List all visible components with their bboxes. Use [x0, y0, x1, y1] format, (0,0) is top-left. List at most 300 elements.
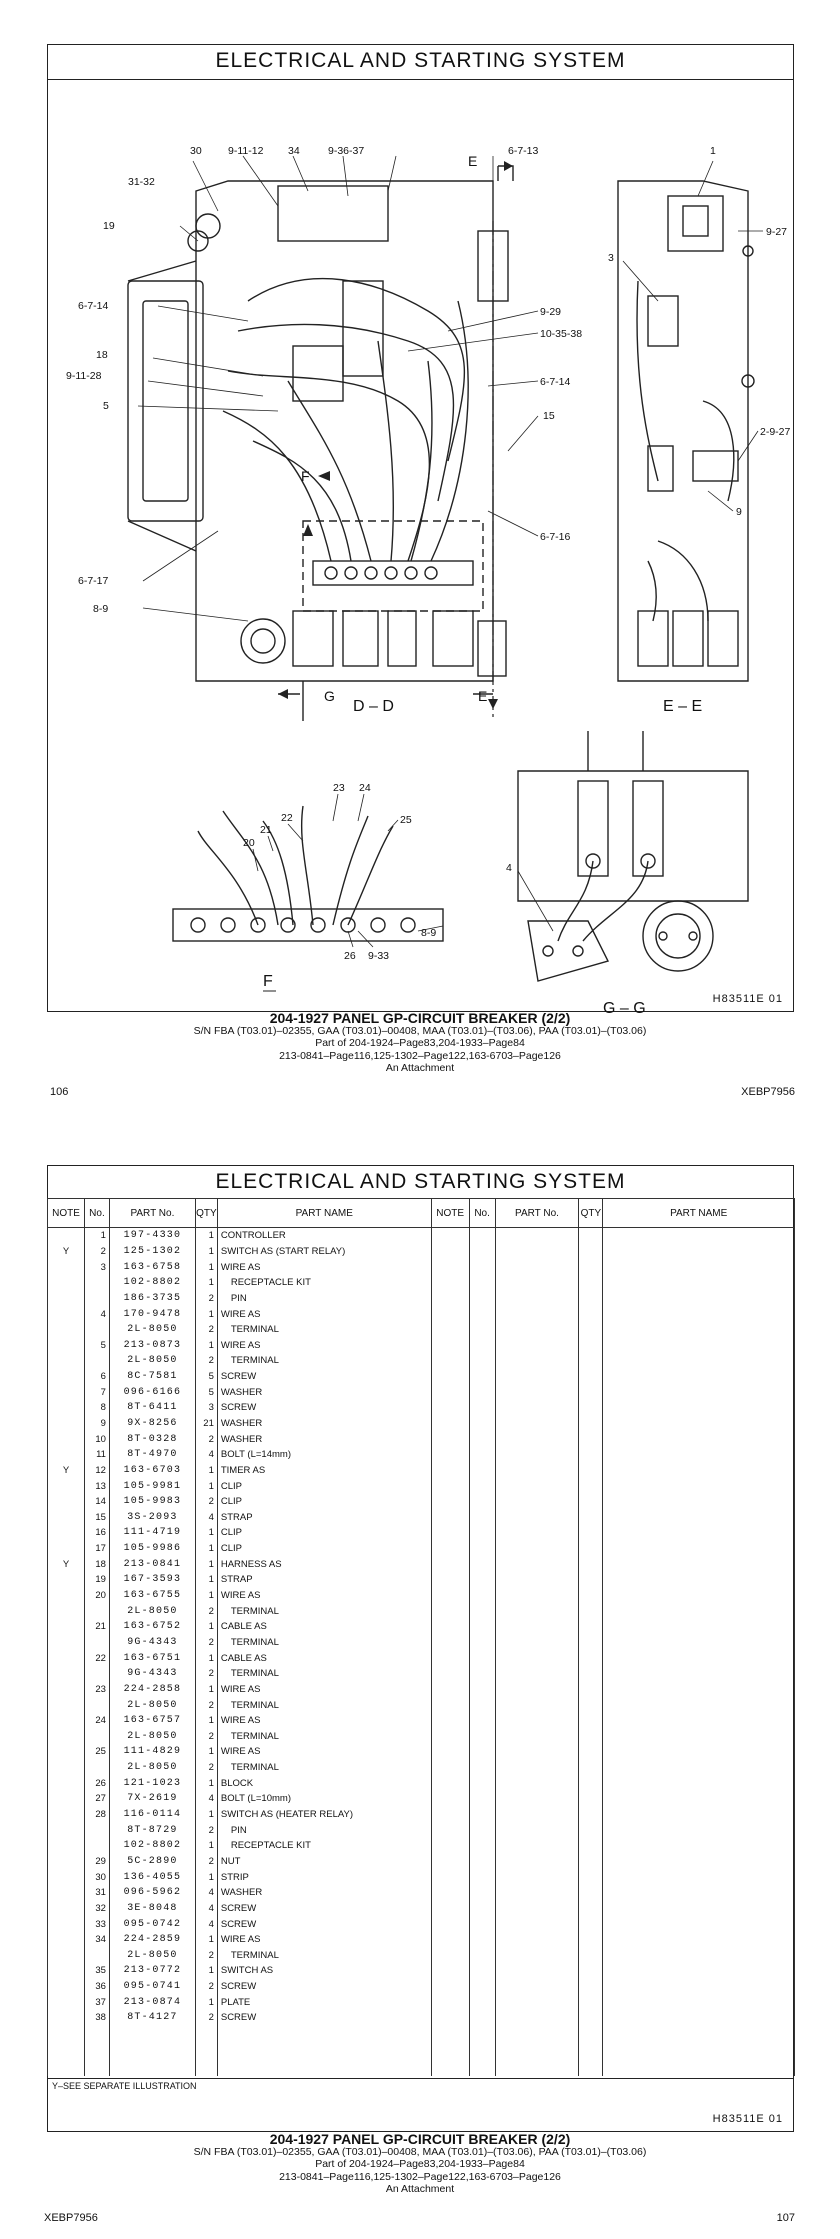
item-number-cell: 34: [84, 1932, 109, 1948]
empty-cell: [579, 1463, 603, 1479]
table-row: [48, 1525, 795, 1541]
empty-cell: [579, 1510, 603, 1526]
quantity-cell: 2: [195, 1353, 217, 1369]
item-number-cell: 25: [84, 1744, 109, 1760]
empty-cell: [579, 1478, 603, 1494]
item-number-cell: 35: [84, 1963, 109, 1979]
item-number-cell: 31: [84, 1885, 109, 1901]
callout: 20: [243, 837, 255, 849]
item-number-cell: [84, 1322, 109, 1338]
empty-cell: [603, 1807, 795, 1823]
item-number-cell: [84, 1603, 109, 1619]
empty-cell: [431, 1901, 469, 1917]
callout: 6-7-13: [508, 145, 539, 157]
empty-cell: [431, 1291, 469, 1307]
page-number: 107: [776, 2212, 795, 2224]
page-title: ELECTRICAL AND STARTING SYSTEM: [215, 1170, 626, 1193]
part-name-cell: WASHER: [217, 1885, 431, 1901]
empty-cell: [579, 1494, 603, 1510]
empty-cell: [431, 1384, 469, 1400]
empty-cell: [431, 1369, 469, 1385]
empty-cell: [579, 1556, 603, 1572]
empty-cell: [603, 1885, 795, 1901]
table-row: [48, 1932, 795, 1948]
empty-cell: [469, 1447, 495, 1463]
parts-illustration: [48, 81, 793, 1017]
quantity-cell: 2: [195, 1666, 217, 1682]
part-name-cell: [217, 1838, 431, 1854]
empty-cell: [431, 1854, 469, 1870]
empty-cell: [579, 1932, 603, 1948]
item-number-cell: 32: [84, 1901, 109, 1917]
empty-cell: [495, 1885, 579, 1901]
note-cell: [48, 1572, 85, 1588]
table-row: [48, 1556, 795, 1572]
note-cell: [48, 1447, 85, 1463]
note-cell: Y: [48, 1556, 85, 1572]
note-cell: [48, 1431, 85, 1447]
empty-cell: [469, 1822, 495, 1838]
callout: 9-11-28: [66, 370, 102, 382]
part-name-cell: BOLT (L=10mm): [217, 1791, 431, 1807]
table-row: [48, 1572, 795, 1588]
callout: 1: [710, 145, 716, 157]
col-note: NOTE: [48, 1199, 85, 1228]
part-name-cell: STRAP: [217, 1510, 431, 1526]
col-part-no: PART No.: [109, 1199, 195, 1228]
empty-cell: [431, 1822, 469, 1838]
empty-cell: [495, 1963, 579, 1979]
empty-cell: [469, 1682, 495, 1698]
empty-cell: [495, 2010, 579, 2026]
part-name-text: RECEPTACLE KIT: [230, 1277, 311, 1289]
empty-cell: [603, 1729, 795, 1745]
part-number-cell: 213-0772: [109, 1963, 195, 1979]
note-cell: [48, 1713, 85, 1729]
empty-cell: [469, 1697, 495, 1713]
quantity-cell: 2: [195, 1322, 217, 1338]
part-name-cell: WIRE AS: [217, 1588, 431, 1604]
table-row: [48, 1416, 795, 1432]
quantity-cell: 1: [195, 1463, 217, 1479]
empty-cell: [603, 1541, 795, 1557]
note-cell: [48, 1306, 85, 1322]
empty-cell: [495, 1259, 579, 1275]
empty-cell: [469, 1650, 495, 1666]
table-row: [48, 1979, 795, 1995]
empty-cell: [495, 1244, 579, 1260]
quantity-cell: 1: [195, 1963, 217, 1979]
empty-cell: [469, 1306, 495, 1322]
empty-cell: [431, 1337, 469, 1353]
empty-cell: [469, 1556, 495, 1572]
part-number-cell: 163-6752: [109, 1619, 195, 1635]
item-number-cell: 15: [84, 1510, 109, 1526]
table-header: [48, 1199, 795, 1228]
illustration-frame: [47, 44, 794, 1017]
table-row: [48, 1650, 795, 1666]
table-row: [48, 1854, 795, 1870]
empty-cell: [579, 1228, 603, 1244]
note-cell: [48, 2010, 85, 2026]
caption-part-of: Part of 204-1924–Page83,204-1933–Page84: [315, 1037, 525, 1049]
part-number-cell: 125-1302: [109, 1244, 195, 1260]
part-name-cell: WIRE AS: [217, 1744, 431, 1760]
empty-cell: [603, 1838, 795, 1854]
table-row: [48, 1588, 795, 1604]
note-cell: [48, 1744, 85, 1760]
quantity-cell: 1: [195, 1713, 217, 1729]
empty-cell: [431, 1979, 469, 1995]
empty-cell: [495, 1869, 579, 1885]
quantity-cell: 4: [195, 1510, 217, 1526]
empty-cell: [603, 1603, 795, 1619]
empty-cell: [603, 1979, 795, 1995]
callout: 26: [344, 950, 356, 962]
part-name-cell: CABLE AS: [217, 1650, 431, 1666]
item-number-cell: [84, 1760, 109, 1776]
caption-title: 204-1927 PANEL GP-CIRCUIT BREAKER (2/2): [269, 1010, 571, 1026]
part-name-cell: STRIP: [217, 1869, 431, 1885]
part-name-cell: [217, 1947, 431, 1963]
part-number-cell: 186-3735: [109, 1291, 195, 1307]
part-number-cell: 170-9478: [109, 1306, 195, 1322]
empty-cell: [431, 1275, 469, 1291]
part-name-cell: HARNESS AS: [217, 1556, 431, 1572]
callout: 25: [400, 814, 412, 826]
part-number-cell: 3E-8048: [109, 1901, 195, 1917]
table-row: [48, 1963, 795, 1979]
quantity-cell: 2: [195, 1291, 217, 1307]
note-cell: [48, 1791, 85, 1807]
empty-cell: [469, 2010, 495, 2026]
item-number-cell: [84, 1822, 109, 1838]
part-name-text: TERMINAL: [230, 1949, 279, 1961]
part-number-cell: 8T-6411: [109, 1400, 195, 1416]
part-name-cell: CLIP: [217, 1541, 431, 1557]
empty-cell: [495, 1822, 579, 1838]
table-row: [48, 2010, 795, 2026]
note-cell: [48, 1947, 85, 1963]
empty-cell: [495, 1478, 579, 1494]
empty-cell: [469, 1244, 495, 1260]
empty-cell: [469, 1666, 495, 1682]
empty-cell: [495, 1541, 579, 1557]
empty-cell: [469, 1635, 495, 1651]
part-name-cell: WIRE AS: [217, 1932, 431, 1948]
part-number-cell: 105-9981: [109, 1478, 195, 1494]
empty-cell: [195, 2026, 217, 2076]
part-number-cell: 116-0114: [109, 1807, 195, 1823]
item-number-cell: 23: [84, 1682, 109, 1698]
empty-cell: [495, 1384, 579, 1400]
item-number-cell: 4: [84, 1306, 109, 1322]
part-name-text: TERMINAL: [230, 1355, 279, 1367]
empty-cell: [579, 1994, 603, 2010]
part-name-cell: WASHER: [217, 1416, 431, 1432]
note-cell: [48, 1603, 85, 1619]
caption-refs: 213-0841–Page116,125-1302–Page122,163-6703–Page126: [279, 1049, 561, 1062]
part-number-cell: 163-6703: [109, 1463, 195, 1479]
empty-cell: [579, 1322, 603, 1338]
empty-cell: [469, 1588, 495, 1604]
part-name-cell: CABLE AS: [217, 1619, 431, 1635]
empty-cell: [431, 1838, 469, 1854]
empty-cell: [431, 1869, 469, 1885]
empty-cell: [603, 1650, 795, 1666]
quantity-cell: 2: [195, 1729, 217, 1745]
caption-attachment: An Attachment: [385, 1062, 455, 1074]
empty-cell: [579, 2010, 603, 2026]
empty-cell: [431, 1994, 469, 2010]
empty-cell: [495, 1994, 579, 2010]
empty-cell: [603, 1791, 795, 1807]
part-name-cell: [217, 1635, 431, 1651]
callout: 4: [506, 862, 512, 874]
empty-cell: [579, 1869, 603, 1885]
table-row: [48, 1478, 795, 1494]
item-number-cell: 8: [84, 1400, 109, 1416]
part-name-text: TERMINAL: [230, 1668, 279, 1680]
empty-cell: [579, 1729, 603, 1745]
empty-cell: [603, 1291, 795, 1307]
note-cell: [48, 1838, 85, 1854]
table-row: [48, 1775, 795, 1791]
item-number-cell: [84, 1353, 109, 1369]
empty-cell: [603, 1744, 795, 1760]
empty-cell: [495, 1901, 579, 1917]
part-number-cell: 213-0873: [109, 1337, 195, 1353]
part-number-cell: 224-2858: [109, 1682, 195, 1698]
part-number-cell: 096-6166: [109, 1384, 195, 1400]
item-number-cell: 3: [84, 1259, 109, 1275]
item-number-cell: [84, 1838, 109, 1854]
empty-cell: [579, 1682, 603, 1698]
empty-cell: [495, 1353, 579, 1369]
caption-serials: S/N FBA (T03.01)–02355, GAA (T03.01)–00408, MAA (T03.01)–(T03.06), PAA (T03.01)–(T03.06): [193, 2145, 647, 2158]
empty-cell: [469, 1259, 495, 1275]
empty-cell: [603, 1306, 795, 1322]
empty-cell: [431, 1463, 469, 1479]
empty-cell: [469, 1963, 495, 1979]
empty-cell: [431, 1541, 469, 1557]
empty-cell: [495, 1760, 579, 1776]
note-cell: [48, 1760, 85, 1776]
note-cell: [48, 1384, 85, 1400]
empty-cell: [603, 2026, 795, 2076]
empty-cell: [579, 1619, 603, 1635]
empty-cell: [603, 1901, 795, 1917]
part-number-cell: 2L-8050: [109, 1697, 195, 1713]
quantity-cell: 1: [195, 1994, 217, 2010]
empty-cell: [579, 1666, 603, 1682]
part-number-cell: 102-8802: [109, 1275, 195, 1291]
view-label-f: F: [263, 973, 273, 990]
item-number-cell: 37: [84, 1994, 109, 2010]
quantity-cell: 1: [195, 1869, 217, 1885]
part-number-cell: 224-2859: [109, 1932, 195, 1948]
empty-cell: [603, 1478, 795, 1494]
empty-cell: [603, 1963, 795, 1979]
table-row: [48, 1463, 795, 1479]
item-number-cell: 33: [84, 1916, 109, 1932]
empty-cell: [495, 1807, 579, 1823]
empty-cell: [579, 1979, 603, 1995]
callout: 9-36-37: [328, 145, 365, 157]
part-name-cell: STRAP: [217, 1572, 431, 1588]
empty-cell: [431, 1416, 469, 1432]
part-number-cell: 136-4055: [109, 1869, 195, 1885]
empty-cell: [469, 1431, 495, 1447]
part-name-cell: SCREW: [217, 2010, 431, 2026]
empty-cell: [579, 1916, 603, 1932]
empty-cell: [603, 1447, 795, 1463]
empty-cell: [495, 1463, 579, 1479]
empty-cell: [603, 1775, 795, 1791]
note-cell: [48, 1682, 85, 1698]
quantity-cell: 1: [195, 1650, 217, 1666]
part-number-cell: 2L-8050: [109, 1322, 195, 1338]
part-name-cell: [217, 1353, 431, 1369]
item-number-cell: [84, 1635, 109, 1651]
empty-cell: [603, 1588, 795, 1604]
part-name-cell: [217, 1291, 431, 1307]
callout: 15: [543, 410, 555, 422]
empty-cell: [469, 1947, 495, 1963]
quantity-cell: 2: [195, 1854, 217, 1870]
empty-cell: [431, 1666, 469, 1682]
empty-cell: [495, 1556, 579, 1572]
part-name-cell: [217, 1603, 431, 1619]
empty-cell: [469, 1478, 495, 1494]
quantity-cell: 1: [195, 1275, 217, 1291]
table-row: [48, 1291, 795, 1307]
quantity-cell: 4: [195, 1791, 217, 1807]
col-part-no-2: PART No.: [495, 1199, 579, 1228]
section-marker-g: G: [324, 688, 335, 704]
table-row: [48, 1384, 795, 1400]
empty-cell: [579, 1603, 603, 1619]
table-row: [48, 1760, 795, 1776]
table-row: [48, 1838, 795, 1854]
part-name-cell: [217, 1729, 431, 1745]
empty-cell: [603, 1854, 795, 1870]
part-number-cell: 167-3593: [109, 1572, 195, 1588]
part-name-cell: WIRE AS: [217, 1337, 431, 1353]
empty-cell: [495, 1635, 579, 1651]
empty-cell: [495, 1697, 579, 1713]
empty-cell: [579, 1775, 603, 1791]
empty-cell: [469, 1572, 495, 1588]
empty-cell: [431, 1885, 469, 1901]
empty-cell: [469, 2026, 495, 2076]
empty-cell: [431, 1447, 469, 1463]
part-number-cell: 2L-8050: [109, 1947, 195, 1963]
quantity-cell: 2: [195, 2010, 217, 2026]
table-row: [48, 1822, 795, 1838]
item-number-cell: 16: [84, 1525, 109, 1541]
empty-cell: [603, 1353, 795, 1369]
empty-cell: [469, 1916, 495, 1932]
empty-cell: [603, 1525, 795, 1541]
empty-cell: [469, 1807, 495, 1823]
part-name-cell: WIRE AS: [217, 1713, 431, 1729]
empty-cell: [579, 1447, 603, 1463]
part-name-cell: CLIP: [217, 1494, 431, 1510]
empty-cell: [495, 1947, 579, 1963]
item-number-cell: 17: [84, 1541, 109, 1557]
part-number-cell: 105-9986: [109, 1541, 195, 1557]
empty-cell: [495, 2026, 579, 2076]
empty-cell: [431, 1353, 469, 1369]
empty-cell: [469, 1869, 495, 1885]
part-name-cell: SWITCH AS (START RELAY): [217, 1244, 431, 1260]
col-qty-2: QTY: [579, 1199, 603, 1228]
callout: 9-27: [766, 226, 788, 238]
doc-code: XEBP7956: [741, 1086, 795, 1098]
item-number-cell: [84, 1947, 109, 1963]
empty-cell: [431, 1713, 469, 1729]
table-row: [48, 1353, 795, 1369]
part-number-cell: 121-1023: [109, 1775, 195, 1791]
part-name-cell: SCREW: [217, 1916, 431, 1932]
empty-cell: [469, 1228, 495, 1244]
part-number-cell: 8T-4970: [109, 1447, 195, 1463]
item-number-cell: 22: [84, 1650, 109, 1666]
note-cell: Y: [48, 1244, 85, 1260]
part-name-text: TERMINAL: [230, 1605, 279, 1617]
part-name-text: TERMINAL: [230, 1699, 279, 1711]
callout: 8-9: [93, 603, 109, 615]
section-marker-e: E: [468, 153, 478, 169]
empty-cell: [431, 1729, 469, 1745]
empty-cell: [603, 1682, 795, 1698]
quantity-cell: 1: [195, 1932, 217, 1948]
part-name-text: TERMINAL: [230, 1324, 279, 1336]
empty-cell: [469, 1463, 495, 1479]
item-number-cell: 29: [84, 1854, 109, 1870]
part-name-text: PIN: [230, 1292, 247, 1304]
empty-cell: [431, 1322, 469, 1338]
part-name-cell: WIRE AS: [217, 1682, 431, 1698]
empty-cell: [431, 1244, 469, 1260]
empty-cell: [495, 1369, 579, 1385]
note-cell: [48, 1588, 85, 1604]
empty-cell: [603, 1869, 795, 1885]
callout: 31-32: [128, 176, 155, 188]
empty-cell: [431, 1932, 469, 1948]
note-cell: [48, 1337, 85, 1353]
empty-cell: [495, 1854, 579, 1870]
empty-cell: [469, 1729, 495, 1745]
item-number-cell: 21: [84, 1619, 109, 1635]
empty-cell: [579, 1431, 603, 1447]
part-number-cell: 163-6758: [109, 1259, 195, 1275]
empty-cell: [495, 1306, 579, 1322]
part-name-cell: NUT: [217, 1854, 431, 1870]
callout: 6-7-14: [540, 376, 571, 388]
part-number-cell: 2L-8050: [109, 1760, 195, 1776]
empty-cell: [431, 1697, 469, 1713]
callout: 21: [260, 824, 272, 836]
empty-cell: [431, 1400, 469, 1416]
note-cell: [48, 1541, 85, 1557]
page-title: ELECTRICAL AND STARTING SYSTEM: [215, 49, 626, 72]
item-number-cell: [84, 1666, 109, 1682]
empty-cell: [431, 1619, 469, 1635]
quantity-cell: 2: [195, 1822, 217, 1838]
empty-cell: [579, 1400, 603, 1416]
